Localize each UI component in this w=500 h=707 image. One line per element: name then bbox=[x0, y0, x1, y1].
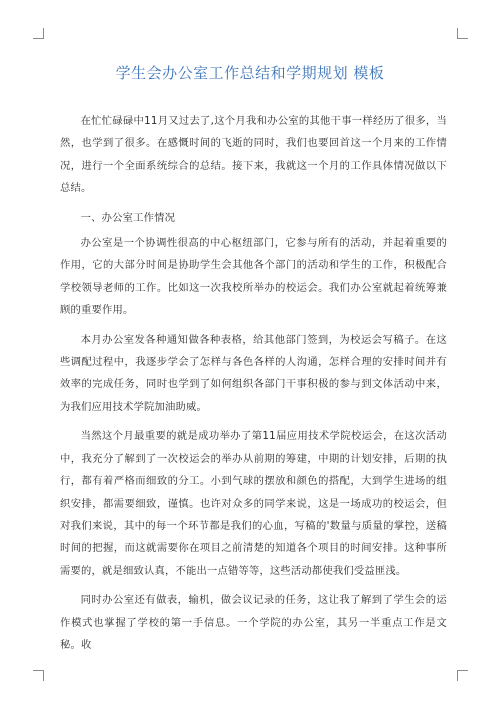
paragraph-office-role: 办公室是一个协调性很高的中心枢纽部门，它参与所有的活动，并起着重要的作用，它的大部分时间是协助学生会其他各个部门的活动和学生的工作，积极配合学校领导老师的工作。比如这一次我校所举办的校运会。我们办公室就起着统筹兼顾的重要作用。 bbox=[60, 237, 447, 317]
crop-mark-bottom-right bbox=[457, 670, 468, 681]
crop-mark-top-left bbox=[33, 28, 44, 39]
paragraph-monthly-tasks: 本月办公室发各种通知做各种表格，给其他部门签到，为校运会写稿子。在这些调配过程中，我逐步学会了怎样与各色各样的人沟通，怎样合理的安排时间并有效率的完成任务，同时也学到了如何组织各部门干事积极的参与到文体活动中来，为我们应用技术学院加油助威。 bbox=[60, 333, 447, 413]
section-heading-office-work: 一、办公室工作情况 bbox=[80, 211, 176, 224]
document-body bbox=[60, 110, 447, 663]
paragraph-sports-meet: 当然这个月最重要的就是成功举办了第11届应用技术学院校运会，在这次活动中，我充分了解到了一次校运会的举办从前期的筹建，中期的计划安排，后期的执行，都有着严格而细致的分工。小到气球的摆放和颜色的搭配，大到学生进场的组织安排，都需要细致，谨慎。也许对众多的同学来说，这是一场成功的校运会，但对我们来说，其中的每一个环节都是我们的心血，写稿的'数量与质量的掌控，送稿时间的把握，而这就需要你在项目之前清楚的知道各个项目的时间安排。这种事所需要的，就是细致认真，不能出一点错等等，这些活动都使我们受益匪浅。 bbox=[60, 430, 447, 577]
paragraph-intro: 在忙忙碌碌中11月又过去了,这个月我和办公室的其他干事一样经历了很多，当然，也学到了很多。在感慨时间的飞逝的同时，我们也要回首这一个月来的工作情况，进行一个全面系统综合的总结。接下来，我就这一个月的工作具体情况做以下总结。 bbox=[60, 115, 447, 195]
crop-mark-bottom-left bbox=[33, 670, 44, 681]
paragraph-clerical-work: 同时办公室还有做表，输机，做会议记录的任务，这让我了解到了学生会的运作模式也掌握了学校的第一手信息。一个学院的办公室，其另一半重点工作是文秘。收 bbox=[60, 594, 447, 651]
crop-mark-top-right bbox=[457, 28, 468, 39]
document-title: 学生会办公室工作总结和学期规划 模板 bbox=[115, 64, 385, 82]
